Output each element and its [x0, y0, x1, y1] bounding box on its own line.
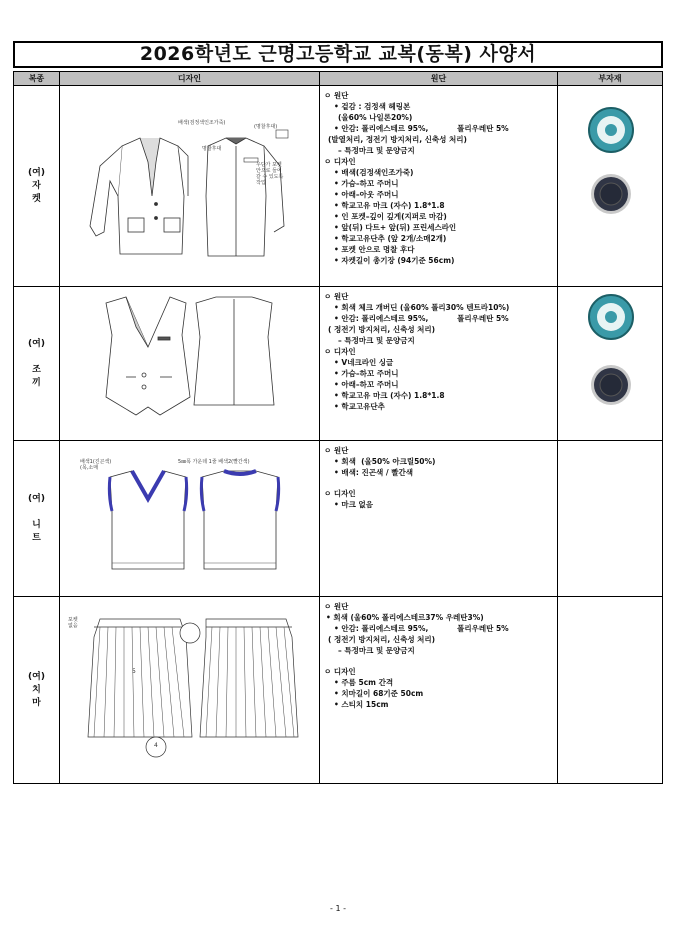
kind-label: (여) 조 끼 [28, 338, 45, 388]
note-hem-number: 4 [154, 742, 158, 749]
fabric-line: • 학교고유 마크 (자수) 1.8*1.8 [324, 200, 557, 211]
header-accessory: 부자재 [558, 72, 663, 86]
fabric-line: • 아래–하꼬 주머니 [324, 379, 557, 390]
note-name-tag-label: (명찰후대) [254, 124, 278, 130]
kind-label: (여) 자 켓 [28, 167, 45, 204]
page-number: - 1 - [330, 904, 346, 913]
spec-table [13, 71, 663, 784]
fabric-line: • 포켓 안으로 명찰 후다 [324, 244, 557, 255]
kind-cell [14, 86, 60, 287]
table-header-row [14, 72, 663, 86]
note-knit-color-b: 5㎜폭 가운데 1줄 배색2(빨간색) [178, 459, 250, 465]
fabric-section-heading: ㅇ 디자인 [324, 156, 557, 167]
fabric-line: • 인 포켓–깊이 깊게(지퍼로 마감) [324, 211, 557, 222]
vest-drawing [60, 287, 318, 436]
fabric-line: • 마크 없음 [324, 499, 557, 510]
fabric-section-heading: ㅇ 디자인 [324, 346, 557, 357]
kind-label: (여) 니 트 [28, 493, 45, 543]
button-icon [591, 174, 631, 214]
page-title: 2026학년도 근명고등학교 교복(동복) 사양서 [13, 41, 663, 68]
fabric-line: • 안감: 폴리에스테르 95%, 폴리우레탄 5% [324, 123, 557, 134]
header-design: 디자인 [60, 72, 320, 86]
table-row-jacket [14, 86, 663, 287]
skirt-drawing [60, 597, 318, 779]
button-icon [591, 365, 631, 405]
note-skirt-pocket: 포켓 없음 [68, 617, 78, 629]
design-cell-vest [60, 287, 320, 441]
note-pleat-number: 5 [132, 668, 136, 675]
fabric-line [324, 478, 557, 488]
accessory-images [559, 86, 662, 226]
fabric-line: • 학교고유 마크 (자수) 1.8*1.8 [324, 390, 557, 401]
table-row-vest [14, 287, 663, 441]
accessory-images [559, 287, 662, 427]
fabric-section-heading: ㅇ 디자인 [324, 488, 557, 499]
table-row-knit [14, 441, 663, 597]
fabric-line: • 자켓길이 총기장 (94기준 56cm) [324, 255, 557, 266]
fabric-line: • 회색 체크 개버딘 (울60% 폴리30% 텐트라10%) [324, 302, 557, 313]
header-kind: 복종 [14, 72, 60, 86]
kind-cell [14, 597, 60, 784]
note-name-tag: 명찰후대 [202, 146, 222, 152]
fabric-line: • 가슴–하꼬 주머니 [324, 368, 557, 379]
note-lining: 배색(검정색인조가죽) [178, 120, 226, 126]
fabric-section-heading: ㅇ 원단 [324, 601, 557, 612]
fabric-cell-skirt [320, 597, 558, 784]
fabric-line: • 겉감 : 검정색 헤링본 [324, 101, 557, 112]
accessory-cell-knit [558, 441, 663, 597]
fabric-line: • 스티치 15cm [324, 699, 557, 710]
fabric-line [324, 656, 557, 666]
header-fabric: 원단 [320, 72, 558, 86]
fabric-line: • 가슴–하꼬 주머니 [324, 178, 557, 189]
fabric-line: • 회색 (울60% 폴리에스테르37% 우레탄3%) [324, 612, 557, 623]
note-pocket: 우단가 포켓 안으로 들어 갈 수 있도록 작업 [256, 162, 284, 186]
fabric-line: ( 정전기 방지처리, 신축성 처리) [328, 635, 436, 644]
fabric-line: • 안감: 폴리에스테르 95%, 폴리우레탄 5% [324, 313, 557, 324]
fabric-line: • 앞(뒤) 다트+ 앞(뒤) 프린세스라인 [324, 222, 557, 233]
fabric-line: • 배색(검정색인조가죽) [324, 167, 557, 178]
kind-label: (여) 치 마 [28, 671, 45, 708]
fabric-line: • 안감: 폴리에스테르 95%, 폴리우레탄 5% [324, 623, 557, 634]
table-row-skirt [14, 597, 663, 784]
kind-cell [14, 441, 60, 597]
fabric-line: – 특정마크 및 문양금지 [338, 336, 415, 345]
fabric-line: • 주름 5cm 간격 [324, 677, 557, 688]
fabric-line: (울60% 나일론20%) [338, 113, 413, 122]
fabric-line: • 치마길이 68기준 50cm [324, 688, 557, 699]
accessory-cell-vest [558, 287, 663, 441]
fabric-cell-knit [320, 441, 558, 597]
fabric-section-heading: ㅇ 원단 [324, 291, 557, 302]
fabric-line: • 배색: 진곤색 / 빨간색 [324, 467, 557, 478]
fabric-line: • 학교고유단추 [324, 401, 557, 412]
fabric-cell-jacket [320, 86, 558, 287]
fabric-line: • 학교고유단추 (앞 2개/소매2개) [324, 233, 557, 244]
note-knit-color-a: 배색1(진곤색) (목,소매 [80, 459, 112, 471]
fabric-line: • 아래–아웃 주머니 [324, 189, 557, 200]
accessory-cell-skirt [558, 597, 663, 784]
fabric-line: • V네크라인 싱글 [324, 357, 557, 368]
kind-cell [14, 287, 60, 441]
accessory-cell-jacket [558, 86, 663, 287]
fabric-line: (발열처리, 정전기 방지처리, 신축성 처리) [328, 135, 467, 144]
fabric-section-heading: ㅇ 원단 [324, 90, 557, 101]
design-cell-jacket [60, 86, 320, 287]
design-cell-skirt [60, 597, 320, 784]
fabric-line: ( 정전기 방지처리, 신축성 처리) [328, 325, 436, 334]
fabric-cell-vest [320, 287, 558, 441]
design-cell-knit [60, 441, 320, 597]
fabric-line: • 회색 (울50% 아크릴50%) [324, 456, 557, 467]
fabric-section-heading: ㅇ 원단 [324, 445, 557, 456]
fabric-section-heading: ㅇ 디자인 [324, 666, 557, 677]
fabric-line: – 특정마크 및 문양금지 [338, 646, 415, 655]
emblem-icon [589, 108, 633, 152]
fabric-line: – 특정마크 및 문양금지 [338, 146, 415, 155]
emblem-icon [589, 295, 633, 339]
